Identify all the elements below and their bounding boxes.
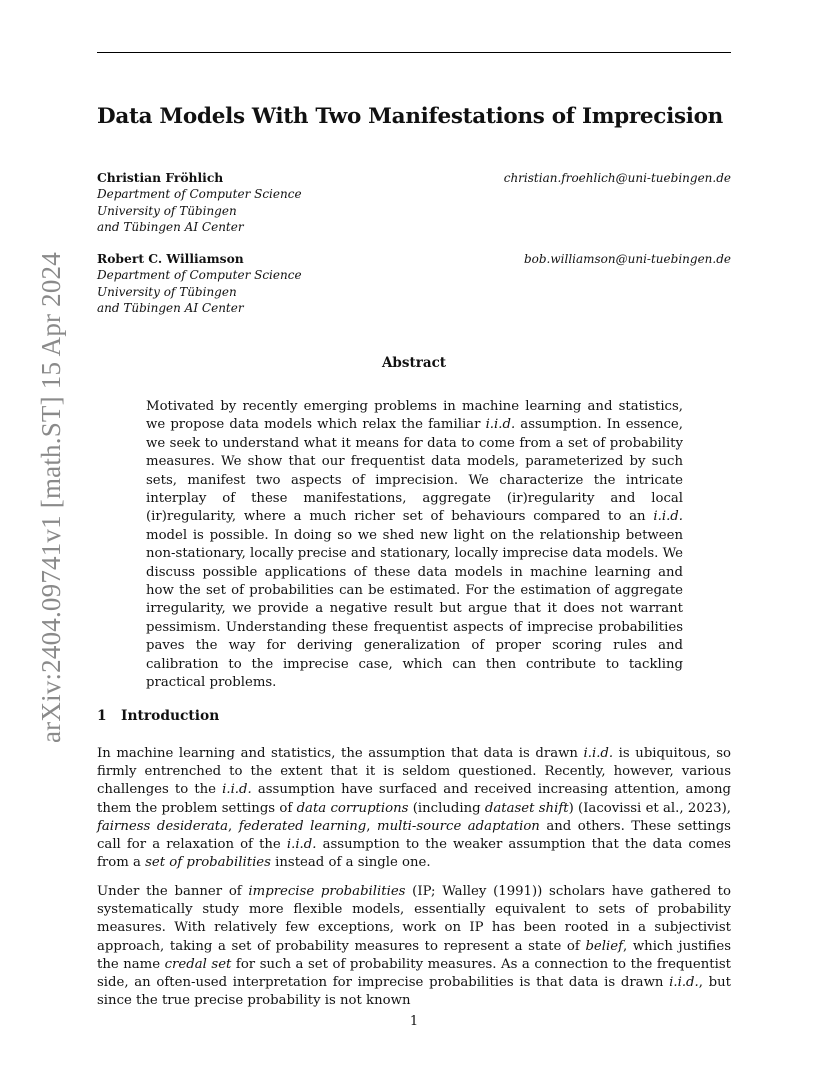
arxiv-stamp: arXiv:2404.09741v1 [math.ST] 15 Apr 2024: [36, 252, 66, 743]
top-rule: [97, 52, 731, 53]
italic-text: fairness desiderata: [97, 818, 228, 834]
italic-text: i.i.d.: [286, 837, 317, 853]
author-affiliation-line: University of Tübingen: [97, 284, 237, 299]
abstract-heading: Abstract: [381, 355, 447, 371]
abstract-text: Motivated by recently emerging problems in machine learning and statistics, we propose data models which relax the familiar i.i.d. assumption. In essence, we seek to understand what it means for data to come from a set of probability measures. We show that our frequentist data models, parameterized by such sets, manifest two aspects of imprecision. We characterize the intricate interplay of these manifestations, aggregate (ir)regularity and local (ir)regularity, where a much richer set of behaviours compared to an i.i.d. model is possible. In doing so we shed new light on the relationship between non-stationary, locally precise and stationary, locally imprecise data models. We discuss possible applications of these data models in machine learning and how the set of probabilities can be estimated. For the estimation of aggregate irregularity, we provide a negative result but argue that it does not warrant pessimism. Understanding these frequentist aspects of imprecise probabilities paves the way for deriving generalization of proper scoring rules and calibration to the imprecise case, which can then contribute to tackling practical problems.: [146, 399, 683, 691]
section-heading: [97, 708, 219, 724]
section-number: 1: [97, 708, 107, 724]
section-title: Introduction: [121, 708, 220, 724]
italic-text: belief: [585, 938, 623, 954]
author-affiliation-line: Department of Computer Science: [97, 187, 302, 202]
italic-text: i.i.d.: [669, 975, 699, 991]
intro-paragraph-1: [97, 745, 731, 872]
author-2: [97, 251, 731, 316]
italic-text: imprecise probabilities: [248, 884, 406, 899]
italic-text: i.i.d.: [653, 509, 683, 525]
page-number: 1: [409, 1014, 419, 1029]
italic-text: i.i.d.: [222, 782, 252, 798]
author-affiliation-line: University of Tübingen: [97, 203, 237, 218]
author-name: Robert C. Williamson: [97, 251, 244, 266]
italic-text: set of probabilities: [145, 855, 271, 871]
paragraph-text: In machine learning and statistics, the assumption that data is drawn i.i.d. is ubiquitous, so firmly entrenched to the extent that it is seldom questioned. Recently, however, various challenges to the i.i.d. assumption have surfaced and received increasing attention, among them the problem settings of data corruptions (including dataset shift) (Iacovissi et al., 2023), fairness desiderata, federated learning, multi-source adaptation and others. These settings call for a relaxation of the i.i.d. assumption to the weaker assumption that the data comes from a set of probabilities instead of a single one.: [97, 746, 732, 871]
italic-text: dataset shift: [484, 800, 569, 816]
abstract-body: [146, 398, 683, 693]
author-1: [97, 170, 731, 235]
italic-text: credal set: [164, 956, 232, 972]
author-email[interactable]: bob.williamson@uni-tuebingen.de: [523, 252, 731, 266]
paper-title: Data Models With Two Manifestations of Imprecision: [97, 104, 723, 129]
italic-text: multi-source adaptation: [377, 818, 540, 834]
italic-text: i.i.d.: [485, 417, 516, 433]
author-name: Christian Fröhlich: [97, 170, 224, 185]
author-affiliation-line: and Tübingen AI Center: [97, 219, 244, 234]
author-affiliation-line: Department of Computer Science: [97, 268, 302, 283]
author-affiliation-line: and Tübingen AI Center: [97, 300, 244, 315]
italic-text: data corruptions: [296, 800, 409, 816]
italic-text: i.i.d.: [583, 746, 614, 761]
intro-paragraph-2: [97, 883, 731, 1010]
paragraph-text: Under the banner of imprecise probabilities (IP; Walley (1991)) scholars have gathered to systematically study more flexible models, essentially equivalent to sets of probability measures. With relatively few exceptions, work on IP has been rooted in a subjectivist approach, taking a set of probability measures to represent a state of belief, which justifies the name credal set for such a set of probability measures. As a connection to the frequentist side, an often-used interpretation for imprecise probabilities is that data is drawn i.i.d., but since the true precise probability is not known: [97, 884, 732, 1009]
italic-text: federated learning: [238, 818, 367, 834]
author-email[interactable]: christian.froehlich@uni-tuebingen.de: [503, 171, 731, 185]
